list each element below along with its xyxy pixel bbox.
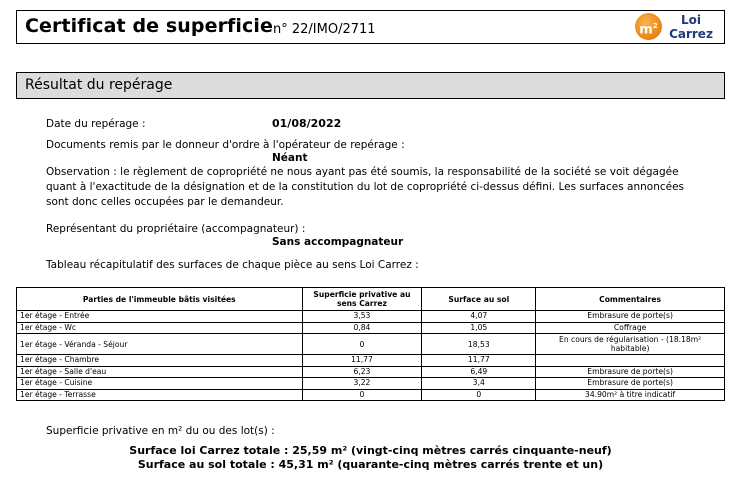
table-row <box>17 334 725 355</box>
carrez-cell: 11,77 <box>302 355 422 367</box>
surfaces-table <box>16 287 725 401</box>
room-cell: 1er étage - Chambre <box>17 355 303 367</box>
carrez-cell: 3,22 <box>302 378 422 390</box>
room-cell: 1er étage - Cuisine <box>17 378 303 390</box>
comment-cell: Embrasure de porte(s) <box>536 378 725 390</box>
sol-cell: 3,4 <box>422 378 536 390</box>
representant-label: Représentant du propriétaire (accompagnateur) : <box>46 223 306 235</box>
sol-cell: 11,77 <box>422 355 536 367</box>
certificate-number: n° 22/IMO/2711 <box>273 22 376 37</box>
sol-cell: 1,05 <box>422 322 536 334</box>
table-header-row <box>17 288 725 311</box>
total-carrez: Surface loi Carrez totale : 25,59 m² (vingt-cinq mètres carrés cinquante-neuf) <box>129 444 612 457</box>
table-row <box>17 389 725 401</box>
date-value: 01/08/2022 <box>272 117 342 130</box>
comment-cell: Embrasure de porte(s) <box>536 311 725 323</box>
room-cell: 1er étage - Entrée <box>17 311 303 323</box>
superficie-label: Superficie privative en m² du ou des lot(s) : <box>46 425 275 437</box>
comment-cell: 34.90m² à titre indicatif <box>536 389 725 401</box>
comment-cell <box>536 355 725 367</box>
total-sol: Surface au sol totale : 45,31 m² (quarante-cinq mètres carrés trente et un) <box>137 458 604 471</box>
observation-text: Observation : le règlement de copropriété ne nous ayant pas été soumis, la responsabilité de la société se voit dégagée quant à l'exactitude de la désignation et de la constitution du lot de copropriété ci-dessus défini. Les surfaces annoncées sont donc celles occupées par le demandeur. <box>46 166 685 208</box>
table-row <box>17 311 725 323</box>
section-title: Résultat du repérage <box>25 77 173 93</box>
comment-cell: Embrasure de porte(s) <box>536 366 725 378</box>
comment-cell: Coffrage <box>536 322 725 334</box>
sol-cell: 4,07 <box>422 311 536 323</box>
sol-cell: 6,49 <box>422 366 536 378</box>
carrez-cell: 0,84 <box>302 322 422 334</box>
table-row <box>17 378 725 390</box>
carrez-cell: 0 <box>302 334 422 355</box>
tableau-label: Tableau récapitulatif des surfaces de chaque pièce au sens Loi Carrez : <box>46 259 419 271</box>
section-header <box>16 72 725 99</box>
representant-value: Sans accompagnateur <box>272 236 404 248</box>
certificate-header <box>16 10 725 44</box>
room-cell: 1er étage - Wc <box>17 322 303 334</box>
sol-cell: 0 <box>422 389 536 401</box>
table-header-cell: Superficie privative au sens Carrez <box>302 288 422 311</box>
room-cell: 1er étage - Véranda - Séjour <box>17 334 303 355</box>
sol-cell: 18,53 <box>422 334 536 355</box>
table-row <box>17 322 725 334</box>
room-cell: 1er étage - Salle d'eau <box>17 366 303 378</box>
certificate-title: Certificat de superficie <box>25 15 273 37</box>
documents-value: Néant <box>272 152 308 164</box>
table-row <box>17 366 725 378</box>
table-header-cell: Commentaires <box>536 288 725 311</box>
carrez-cell: 3,53 <box>302 311 422 323</box>
date-label: Date du repérage : <box>46 118 146 130</box>
comment-cell: En cours de régularisation - (18.18m² habitable) <box>536 334 725 355</box>
carrez-cell: 0 <box>302 389 422 401</box>
loi-carrez-logo-icon: $m^2$ <box>635 13 662 40</box>
carrez-cell: 6,23 <box>302 366 422 378</box>
table-row <box>17 355 725 367</box>
table-header-cell: Parties de l'immeuble bâtis visitées <box>17 288 303 311</box>
table-header-cell: Surface au sol <box>422 288 536 311</box>
totals-block <box>16 444 725 472</box>
loi-carrez-logo-text: Loi Carrez <box>669 13 713 41</box>
room-cell: 1er étage - Terrasse <box>17 389 303 401</box>
documents-label: Documents remis par le donneur d'ordre à l'opérateur de repérage : <box>46 139 405 151</box>
